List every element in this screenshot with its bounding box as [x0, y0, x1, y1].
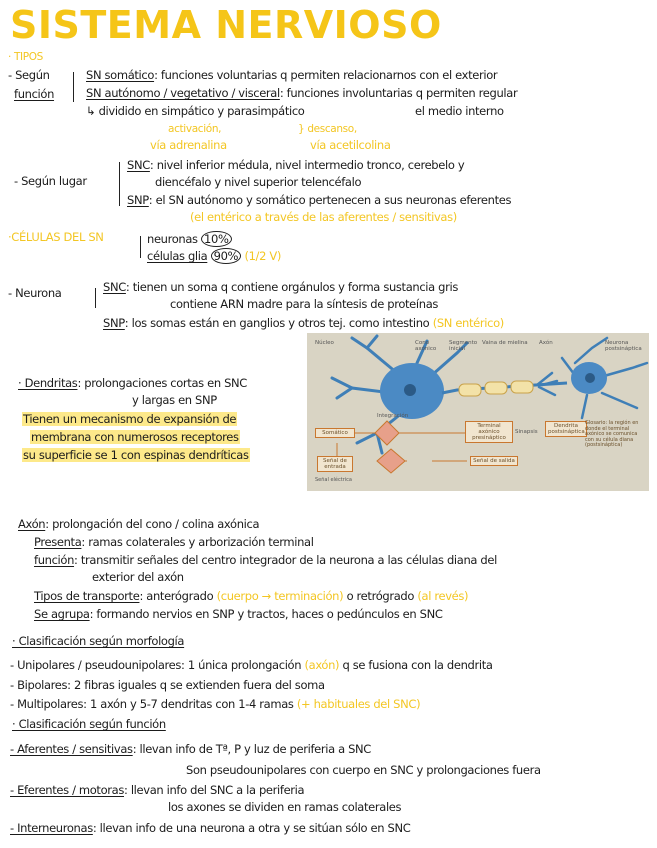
neurona-label: - Neurona: [8, 286, 62, 300]
page-title: SISTEMA NERVIOSO: [10, 3, 442, 47]
neurona-snc-sub: contiene ARN madre para la síntesis de proteínas: [170, 297, 439, 311]
bracket: [119, 162, 120, 206]
multi-desc: : 1 axón y 5-7 dendritas con 1-4 ramas: [83, 697, 294, 711]
neurona-snc-term: SNC: [103, 280, 126, 294]
axon-def: : prolongación del cono / colina axónica: [45, 517, 260, 531]
afe-label: - Aferentes / sensitivas: [10, 742, 133, 756]
eferentes-line: [10, 785, 304, 797]
neurona-snc-desc: : tienen un soma q contiene orgánulos y forma sustancia gris: [125, 280, 458, 294]
box-terminal: Terminal axónico presináptico: [465, 421, 513, 443]
lbl-nucleo: Núcleo: [315, 340, 334, 346]
multipolares-line: [10, 699, 420, 711]
efe-desc: : llevan info del SNC a la periferia: [124, 783, 305, 797]
dendritas-line3: Tienen un mecanismo de expansión de: [23, 412, 237, 426]
funcion-heading: · Clasificación según función: [12, 717, 166, 731]
afe-desc: : llevan info de Tª, P y luz de periferia a SNC: [132, 742, 371, 756]
division-line: ↳ dividido en simpático y parasimpático: [86, 104, 305, 118]
lbl-senal: Señal eléctrica: [315, 477, 352, 483]
axon-line: [18, 519, 259, 531]
uni-label: - Unipolares / pseudounipolares: [10, 658, 182, 672]
lbl-segmento: Segmento inicial: [449, 340, 478, 353]
agrupa-line: [34, 609, 443, 621]
morfologia-heading: · Clasificación según morfología: [12, 634, 185, 648]
neurona-snp-line: [103, 318, 504, 330]
neuronas-pct: 10%: [201, 231, 232, 247]
lbl-sinapsis: Sinapsis: [515, 429, 538, 435]
dendritas-line5: su superficie se 1 con espinas dendríticas: [23, 448, 249, 462]
retrogrado: o retrógrado: [346, 589, 415, 603]
neuron-illustration: [307, 333, 649, 491]
agrupa-label: Se agrupa: [34, 607, 90, 621]
lbl-cono: Cono axónico: [415, 340, 437, 353]
box-somatico: Somático: [315, 428, 355, 438]
glia-label: células glia: [147, 249, 208, 263]
segun-funcion-label-b: función: [14, 87, 55, 101]
snc-lugar-line: [127, 160, 464, 172]
anterogrado: : anterógrado: [139, 589, 214, 603]
transporte-label: Tipos de transporte: [34, 589, 140, 603]
unipolares-line: [10, 660, 493, 672]
celulas-label: ·CÉLULAS DEL SN: [8, 230, 104, 244]
box-dendrita-post: Dendrita postsináptica: [545, 421, 587, 437]
snp-lugar-line: [127, 195, 511, 207]
somatico-term: SN somático: [86, 68, 155, 82]
dendritas-line2: y largas en SNP: [132, 393, 217, 407]
tipos-label: · TIPOS: [8, 51, 43, 63]
glia-line: [147, 251, 281, 263]
myelin-sheath: [459, 381, 533, 396]
segun-funcion-label-a: - Según: [8, 68, 50, 82]
inter-desc: : llevan info de una neurona a otra y se sitúan sólo en SNC: [92, 821, 411, 835]
interneuronas-line: [10, 823, 410, 835]
uni-desc: : 1 única prolongación: [181, 658, 302, 672]
glia-ratio: (1/2 V): [244, 249, 282, 263]
autonomo-line: [86, 88, 517, 100]
inter-label: - Interneuronas: [10, 821, 93, 835]
bi-label: - Bipolares: [10, 678, 68, 692]
neuronas-label: neuronas: [147, 232, 198, 246]
dendritas-line1: : prolongaciones cortas en SNC: [77, 376, 247, 390]
snp-note: (el entérico a través de las aferentes / sensitivas): [190, 210, 457, 224]
medio-interno: el medio interno: [415, 104, 504, 118]
aferentes-line: [10, 744, 371, 756]
multi-label: - Multipolares: [10, 697, 84, 711]
uni-note: (axón): [304, 658, 340, 672]
funcion-desc: : transmitir señales del centro integrador de la neurona a las células diana del: [74, 553, 497, 567]
autonomo-term: SN autónomo / vegetativo / visceral: [86, 86, 280, 100]
bracket: [73, 72, 74, 102]
box-salida: Señal de salida: [470, 456, 518, 466]
bi-desc: : 2 fibras iguales q se extienden fuera del soma: [67, 678, 325, 692]
lbl-caption: Glosario: la región en donde el terminal axónico se comunica con su célula diana (postsináptica): [585, 420, 639, 448]
neurona-snp-desc: : los somas están en ganglios y otros tej. como intestino: [124, 316, 430, 330]
activacion: activación,: [168, 123, 222, 135]
snc-desc: : nivel inferior médula, nivel intermedio tronco, cerebelo y: [149, 158, 465, 172]
funcion-desc-2: exterior del axón: [92, 570, 184, 584]
efe-desc-2: los axones se dividen en ramas colaterales: [168, 800, 402, 814]
neuronas-line: [147, 234, 232, 246]
funcion-line: [34, 555, 497, 567]
bracket: [140, 236, 141, 258]
lbl-neurona-post: Neurona postsináptica: [605, 340, 642, 353]
presenta-desc: : ramas colaterales y arborización terminal: [81, 535, 314, 549]
glia-pct: 90%: [211, 248, 242, 264]
adrenalina: vía adrenalina: [150, 138, 227, 152]
presenta-line: [34, 537, 314, 549]
autonomo-desc: : funciones involuntarias q permiten regular: [279, 86, 518, 100]
lbl-integracion: Integración: [377, 413, 409, 419]
neuron-diagram: [307, 333, 649, 491]
funcion-label: función: [34, 553, 75, 567]
somatico-desc: : funciones voluntarias q permiten relacionarnos con el exterior: [154, 68, 498, 82]
descanso: } descanso,: [298, 123, 357, 135]
multi-note: (+ habituales del SNC): [296, 697, 421, 711]
acetilcolina: vía acetilcolina: [310, 138, 391, 152]
agrupa-desc: : formando nervios en SNP y tractos, haces o pedúnculos en SNC: [89, 607, 443, 621]
neurona-snp-note: (SN entérico): [432, 316, 504, 330]
dendritas-line: [18, 378, 247, 390]
segun-lugar-label: - Según lugar: [14, 174, 87, 188]
transporte-line: [34, 591, 468, 603]
bracket: [95, 288, 96, 308]
somatico-line: [86, 70, 497, 82]
snp-term: SNP: [127, 193, 149, 207]
bipolares-line: [10, 680, 325, 692]
axon-label: Axón: [18, 517, 46, 531]
lbl-vaina: Vaina de mielina: [482, 340, 528, 346]
nucleus: [404, 384, 416, 396]
snc-term: SNC: [127, 158, 150, 172]
lbl-axon: Axón: [539, 340, 553, 346]
snp-desc: : el SN autónomo y somático pertenecen a sus neuronas eferentes: [148, 193, 512, 207]
box-entrada: Señal de entrada: [317, 456, 353, 472]
presenta-label: Presenta: [34, 535, 82, 549]
retro-note: (al revés): [417, 589, 469, 603]
efe-label: - Eferentes / motoras: [10, 783, 124, 797]
neurona-snp-term: SNP: [103, 316, 125, 330]
uni-desc2: q se fusiona con la dendrita: [342, 658, 493, 672]
dendritas-label: · Dendritas: [18, 376, 78, 390]
antero-note: (cuerpo → terminación): [216, 589, 344, 603]
dendritas-line4: membrana con numerosos receptores: [31, 430, 239, 444]
snc-desc-2: diencéfalo y nivel superior telencéfalo: [155, 175, 362, 189]
neurona-snc-line: [103, 282, 458, 294]
afe-desc-2: Son pseudounipolares con cuerpo en SNC y prolongaciones fuera: [186, 763, 541, 777]
